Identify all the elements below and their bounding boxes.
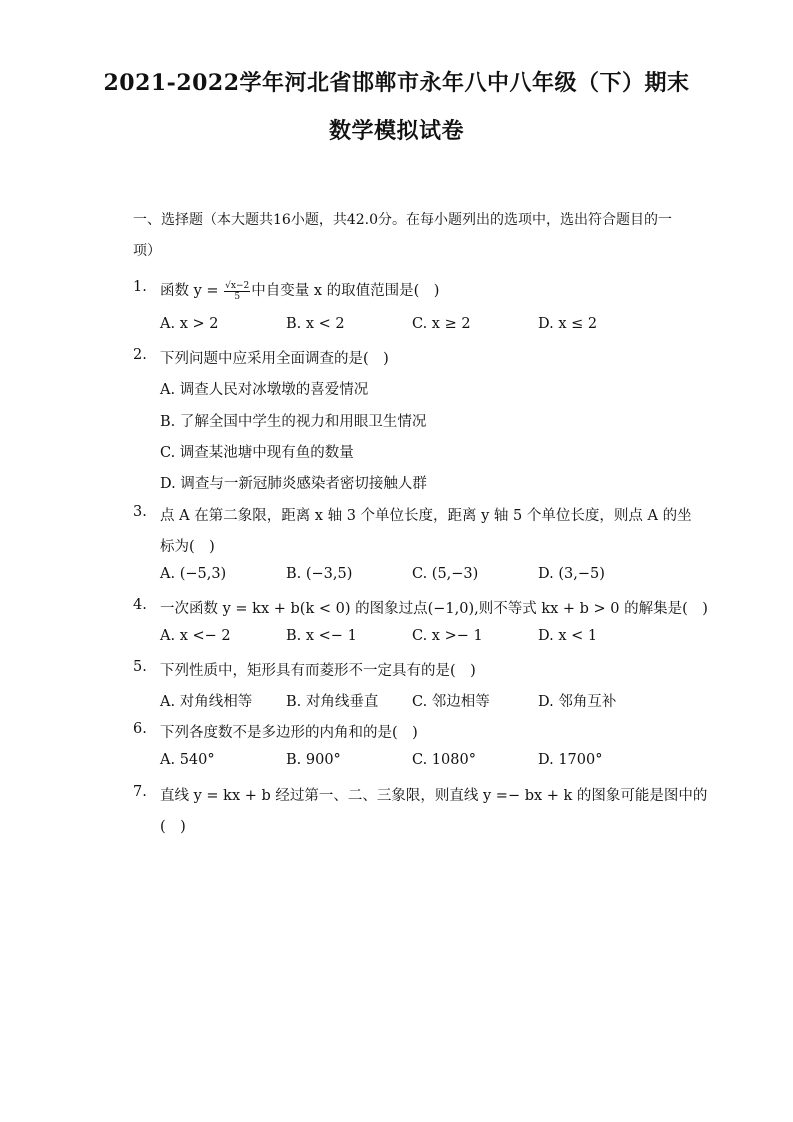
option-c: C. x ≥ 2 (412, 316, 471, 332)
question-text: 一次函数 y = kx + b(k < 0) 的图象过点(−1,0),则不等式 kx + b > 0 的解集是( ) (160, 601, 708, 617)
option-c: C. 邻边相等 (412, 694, 490, 710)
question-text: 下列各度数不是多边形的内角和的是( ) (160, 725, 418, 741)
option-a: A. x > 2 (160, 316, 219, 332)
option-c: C. 调查某池塘中现有鱼的数量 (160, 445, 354, 461)
option-d: D. 邻角互补 (538, 694, 617, 710)
question-text: 函数 y = $\frac{√x-2}{5}$ 中自变量 x 的取值范围是( ) (160, 280, 440, 302)
question-number: 5. (133, 659, 147, 675)
paper-title-line2: 数学模拟试卷 (328, 118, 464, 144)
option-d: D. x < 1 (538, 628, 598, 644)
option-c: C. x >− 1 (412, 628, 483, 644)
question-number: 1. (133, 279, 147, 295)
option-d: D. 1700° (538, 752, 603, 768)
question-text: 下列问题中应采用全面调查的是( ) (160, 351, 389, 367)
option-a: A. 对角线相等 (160, 694, 253, 710)
option-c: C. 1080° (412, 752, 476, 768)
question-7-continued: ( ) (160, 819, 186, 835)
question-number: 2. (133, 347, 147, 363)
option-d: D. 调查与一新冠肺炎感染者密切接触人群 (160, 476, 427, 492)
option-b: B. 对角线垂直 (286, 694, 379, 710)
option-a: A. (−5,3) (160, 566, 227, 582)
question-3-continued: 标为( ) (160, 539, 215, 555)
question-text: 直线 y = kx + b 经过第一、二、三象限，则直线 y =− bx + k 的图象可能是图中的 (160, 788, 708, 804)
question-number: 3. (133, 504, 147, 520)
option-a: A. 调查人民对冰墩墩的喜爱情况 (160, 382, 369, 398)
option-b: B. (−3,5) (286, 566, 353, 582)
option-c: C. (5,−3) (412, 566, 479, 582)
option-b: B. 了解全国中学生的视力和用眼卫生情况 (160, 414, 427, 430)
option-d: D. x ≤ 2 (538, 316, 598, 332)
option-b: B. 900° (286, 752, 341, 768)
question-number: 4. (133, 597, 147, 613)
question-text: 点 A 在第二象限，距离 x 轴 3 个单位长度，距离 y 轴 5 个单位长度，则点 A 的坐 (160, 508, 692, 524)
option-b: B. x <− 1 (286, 628, 357, 644)
question-1 (0, 279, 793, 303)
option-d: D. (3,−5) (538, 566, 605, 582)
question-number: 6. (133, 721, 147, 737)
option-b: B. x < 2 (286, 316, 345, 332)
question-number: 7. (133, 784, 147, 800)
option-a: A. x <− 2 (160, 628, 231, 644)
paper-title-line1: 2021-2022学年河北省邯郸市永年八中八年级（下）期末 (103, 70, 690, 96)
fraction: $\frac{√x-2}{5}$ (225, 280, 250, 302)
section-heading: 一、选择题（本大题共16小题，共42.0分。在每小题列出的选项中，选出符合题目的一项） (133, 212, 672, 259)
question-text: 下列性质中，矩形具有而菱形不一定具有的是( ) (160, 663, 476, 679)
option-a: A. 540° (160, 752, 215, 768)
